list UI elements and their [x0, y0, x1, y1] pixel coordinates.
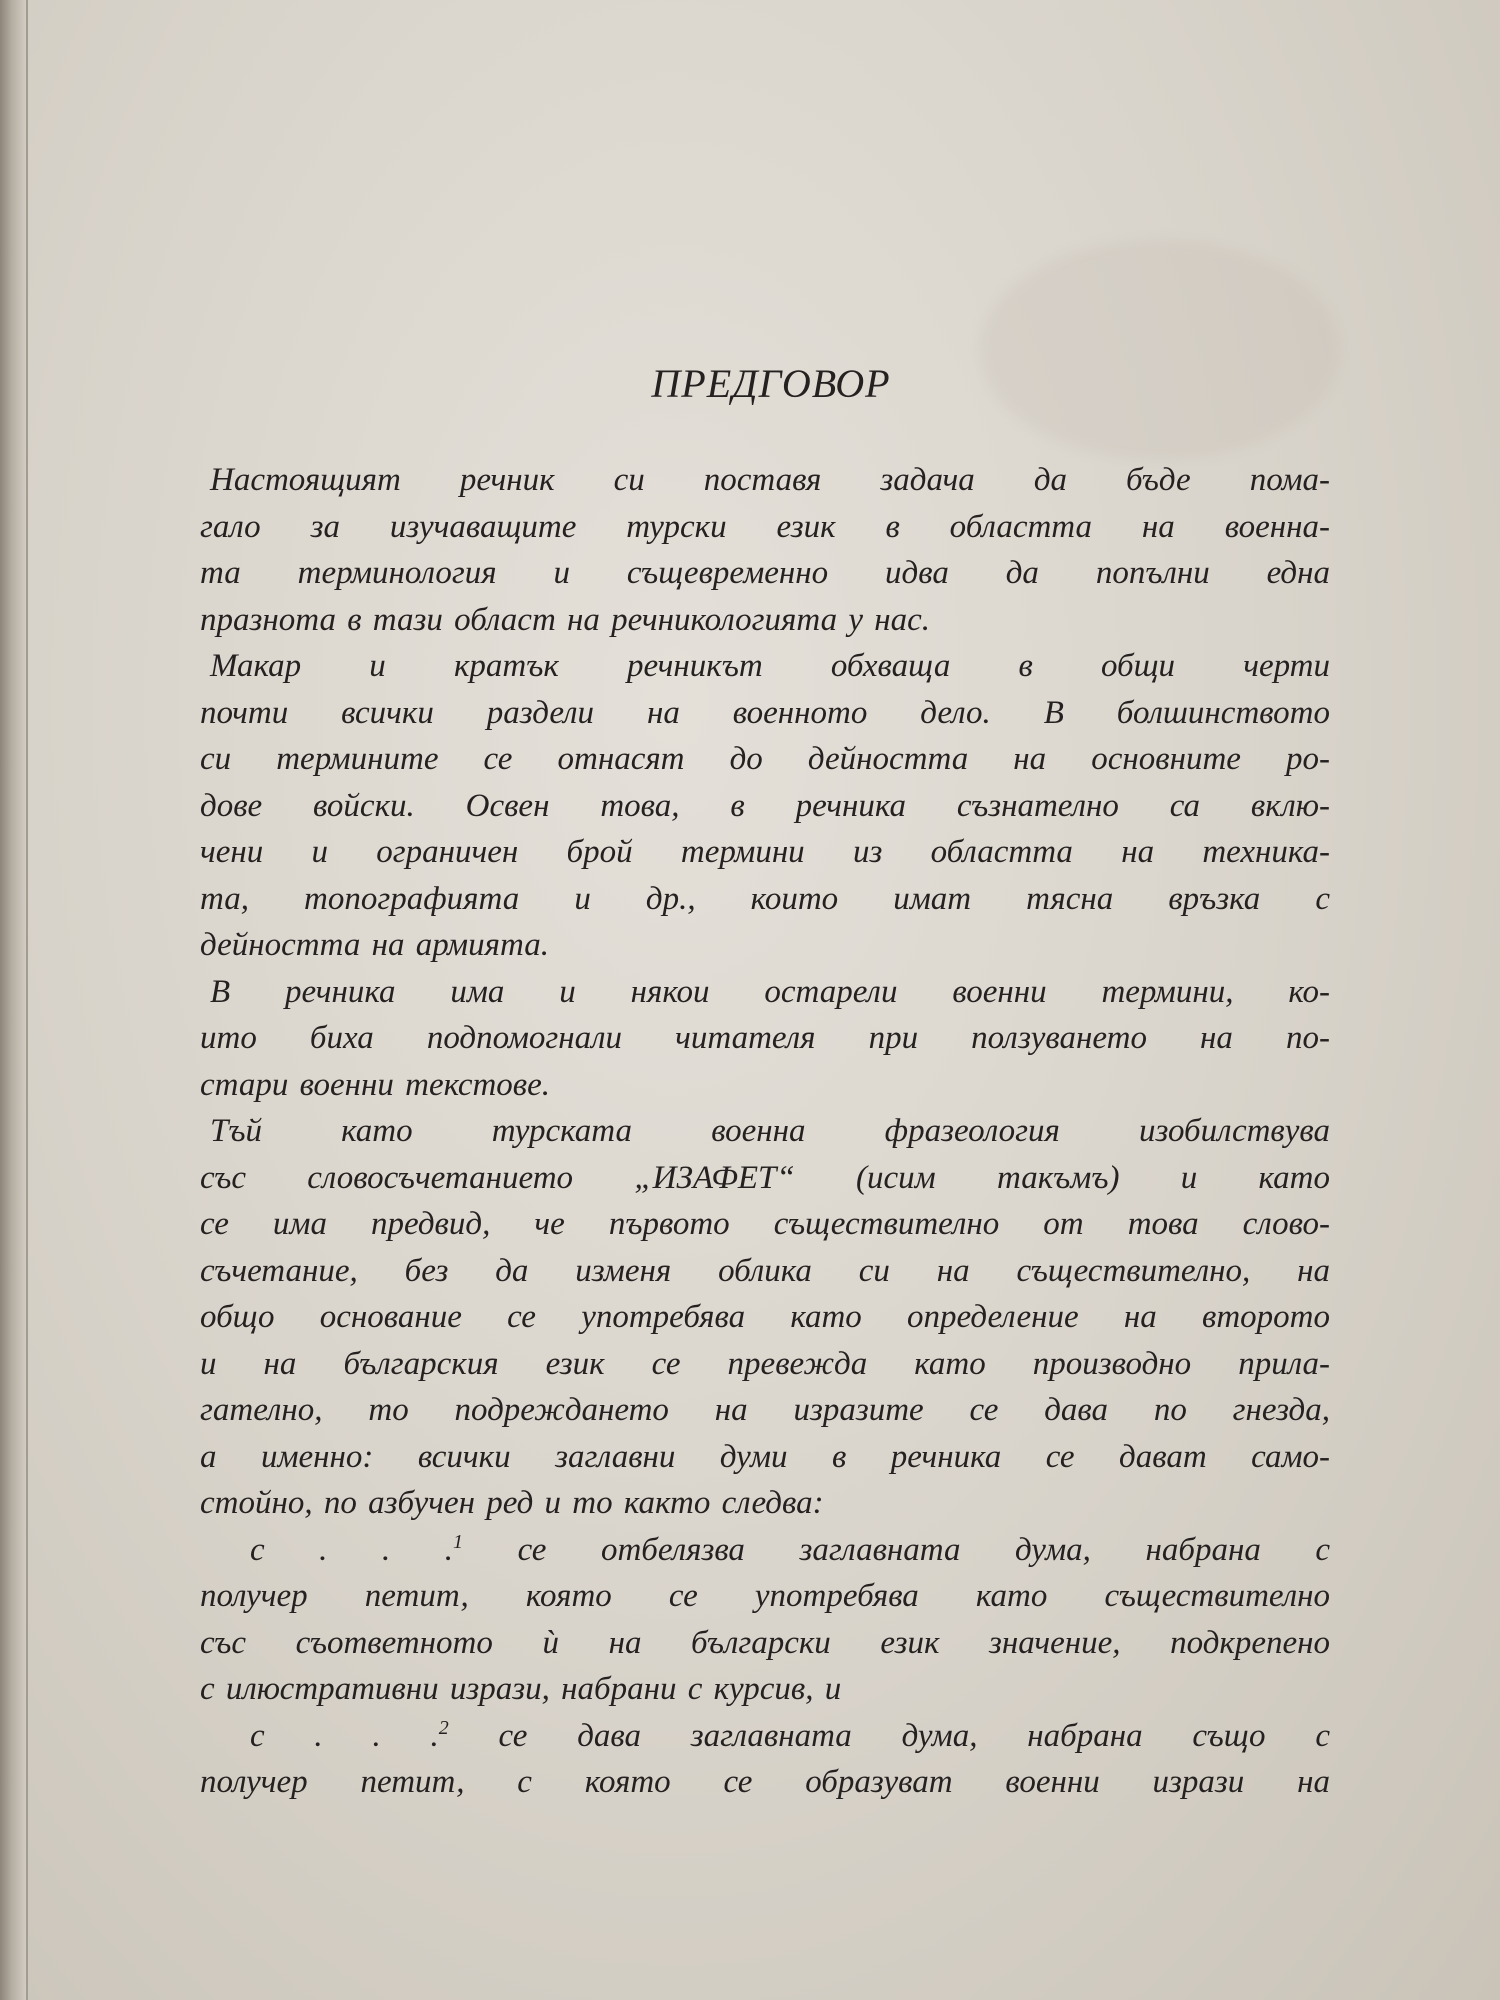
- page-text: [200, 360, 1330, 1806]
- paragraph-1: [200, 457, 1330, 643]
- text-line: празнота в тази област на речникологията у нас.: [200, 601, 930, 638]
- text-line: и на българския език се превежда като производно прила-: [200, 1345, 1330, 1382]
- text-line: дове войски. Освен това, в речника съзнателно са вклю-: [200, 787, 1330, 824]
- text-line: с илюстративни изрази, набрани с курсив, и: [200, 1671, 842, 1707]
- page-binding-edge: [0, 0, 28, 2000]
- text-line: та, топографията и др., които имат тясна връзка с: [200, 880, 1330, 917]
- paragraph-4: [200, 1108, 1330, 1527]
- text-line: общо основание се употребява като определение на второто: [200, 1299, 1330, 1335]
- text-line: получер петит, която се употребява като съществително: [200, 1578, 1330, 1614]
- text-line: съчетание, без да изменя облика си на съществително, на: [200, 1252, 1330, 1289]
- text-line: почти всички раздели на военното дело. В болшинството: [200, 694, 1330, 731]
- text-line: [200, 1527, 1330, 1574]
- text-line: дейността на армията.: [200, 927, 549, 963]
- text-line: Настоящият речник си поставя задача да бъде пома-: [210, 462, 1330, 498]
- text-line: а именно: всички заглавни думи в речника се дават само-: [200, 1438, 1330, 1475]
- text-line: В речника има и някои остарели военни термини, ко-: [210, 973, 1330, 1010]
- text-line: със словосъчетанието „ИЗАФЕТ“ (исим такъмъ) и като: [200, 1159, 1330, 1196]
- paragraph-3: [200, 969, 1330, 1109]
- entry-marker: с . . .: [250, 1531, 454, 1568]
- text-fragment: се дава заглавната дума, набрана също с: [448, 1717, 1330, 1754]
- text-line: със съответното ѝ на български език значение, подкрепено: [200, 1624, 1330, 1661]
- page-title: ПРЕДГОВОР: [651, 361, 891, 406]
- superscript-2: 2: [438, 1716, 449, 1739]
- entry-marker: с . . .: [250, 1717, 439, 1754]
- superscript-1: 1: [453, 1530, 464, 1553]
- text-fragment: се отбелязва заглавната дума, набрана с: [463, 1531, 1331, 1568]
- text-line: стойно, по азбучен ред и то както следва:: [200, 1485, 824, 1521]
- text-line: стари военни текстове.: [200, 1066, 551, 1103]
- text-line: та терминология и същевременно идва да попълни една: [200, 555, 1330, 591]
- text-line: чени и ограничен брой термини из областта на техника-: [200, 834, 1330, 870]
- paragraph-5: [200, 1527, 1330, 1713]
- text-line: Тъй като турската военна фразеология изобилствува: [210, 1113, 1330, 1149]
- text-line: си термините се отнасят до дейността на основните ро-: [200, 741, 1330, 777]
- text-line: гателно, то подреждането на изразите се дава по гнезда,: [200, 1392, 1330, 1428]
- paragraph-2: [200, 643, 1330, 969]
- text-line: получер петит, с която се образуват военни изрази на: [200, 1764, 1330, 1800]
- paragraph-6: [200, 1713, 1330, 1806]
- text-line: ито биха подпомогнали читателя при ползуването на по-: [200, 1020, 1330, 1056]
- text-line: Макар и кратък речникът обхваща в общи черти: [210, 648, 1330, 684]
- text-line: се има предвид, че първото съществително от това слово-: [200, 1206, 1330, 1242]
- text-line: [200, 1713, 1330, 1760]
- text-line: гало за изучаващите турски език в областта на военна-: [200, 508, 1330, 545]
